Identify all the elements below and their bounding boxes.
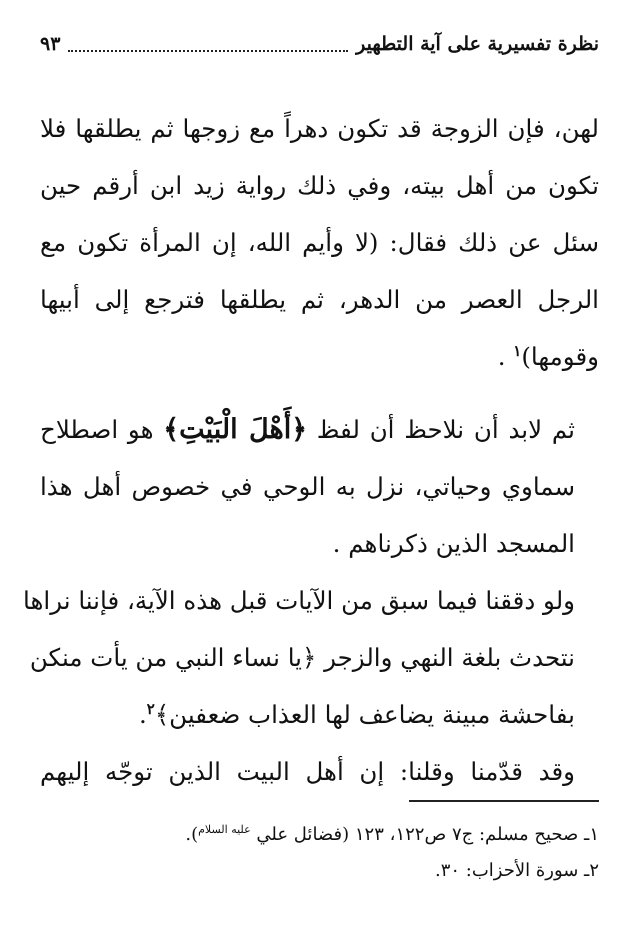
header-leader-dots	[68, 36, 348, 52]
paragraph-4	[40, 743, 599, 800]
text-line: سماوي وحياتي، نزل به الوحي في خصوص أهل هذا	[40, 472, 575, 501]
body-text	[23, 100, 599, 800]
text-line	[40, 401, 599, 458]
text-line: ولو دققنا فيما سبق من الآيات قبل هذه الآية، فإننا نراها	[23, 586, 575, 615]
text-line: لهن، فإن الزوجة قد تكون دهراً مع زوجها ثم يطلقها فلا	[40, 114, 599, 143]
salutation-glyph: عليه السلام	[198, 823, 251, 836]
text-line: وقد قدّمنا وقلنا: إن أهل البيت الذين توجّه إليهم	[40, 757, 575, 786]
line-end: .	[497, 342, 506, 371]
line-text: ثم لابد أن نلاحظ أن لفظ	[307, 415, 576, 444]
footnote-ref-1[interactable]: ١	[513, 341, 522, 360]
text-line	[40, 328, 599, 385]
footnote-separator	[409, 800, 599, 802]
quran-quote: ﴿أَهْلَ الْبَيْتِ﴾	[163, 414, 308, 445]
text-line: تكون من أهل بيته، وفي ذلك رواية زيد ابن أرقم حين	[40, 171, 599, 200]
text-line: المسجد الذين ذكرناهم .	[332, 529, 575, 558]
paragraph-1	[40, 100, 599, 385]
paragraph-2	[40, 401, 599, 572]
footnote-end: ).	[185, 824, 199, 845]
paragraph-3	[23, 572, 599, 743]
footnote-ref-2[interactable]: ٢	[146, 699, 155, 718]
footnote-2: ٢ـ سورة الأحزاب: ٣٠.	[434, 860, 599, 881]
running-title: نظرة تفسيرية على آية التطهير	[356, 33, 599, 55]
line-text: بفاحشة مبينة يضاعف لها العذاب ضعفين﴾	[154, 700, 575, 729]
footnote-1	[40, 812, 599, 853]
line-end: .	[138, 700, 147, 729]
text-line: سئل عن ذلك فقال: (لا وأيم الله، إن المرأة تكون مع	[40, 228, 599, 257]
line-text: وقومها)	[521, 342, 599, 371]
page-header	[40, 28, 599, 60]
footnote-text: ١ـ صحيح مسلم: ج٧ ص١٢٢، ١٢٣ (فضائل علي	[256, 824, 599, 845]
text-line: الرجل العصر من الدهر، ثم يطلقها فترجع إلى أبيها	[40, 285, 599, 314]
text-line	[40, 686, 599, 743]
page-number: ٩٣	[40, 33, 61, 55]
text-line: نتحدث بلغة النهي والزجر ﴿يا نساء النبي من يأت منكن	[29, 643, 575, 672]
line-text: هو اصطلاح	[40, 415, 164, 444]
footnotes	[40, 812, 599, 889]
